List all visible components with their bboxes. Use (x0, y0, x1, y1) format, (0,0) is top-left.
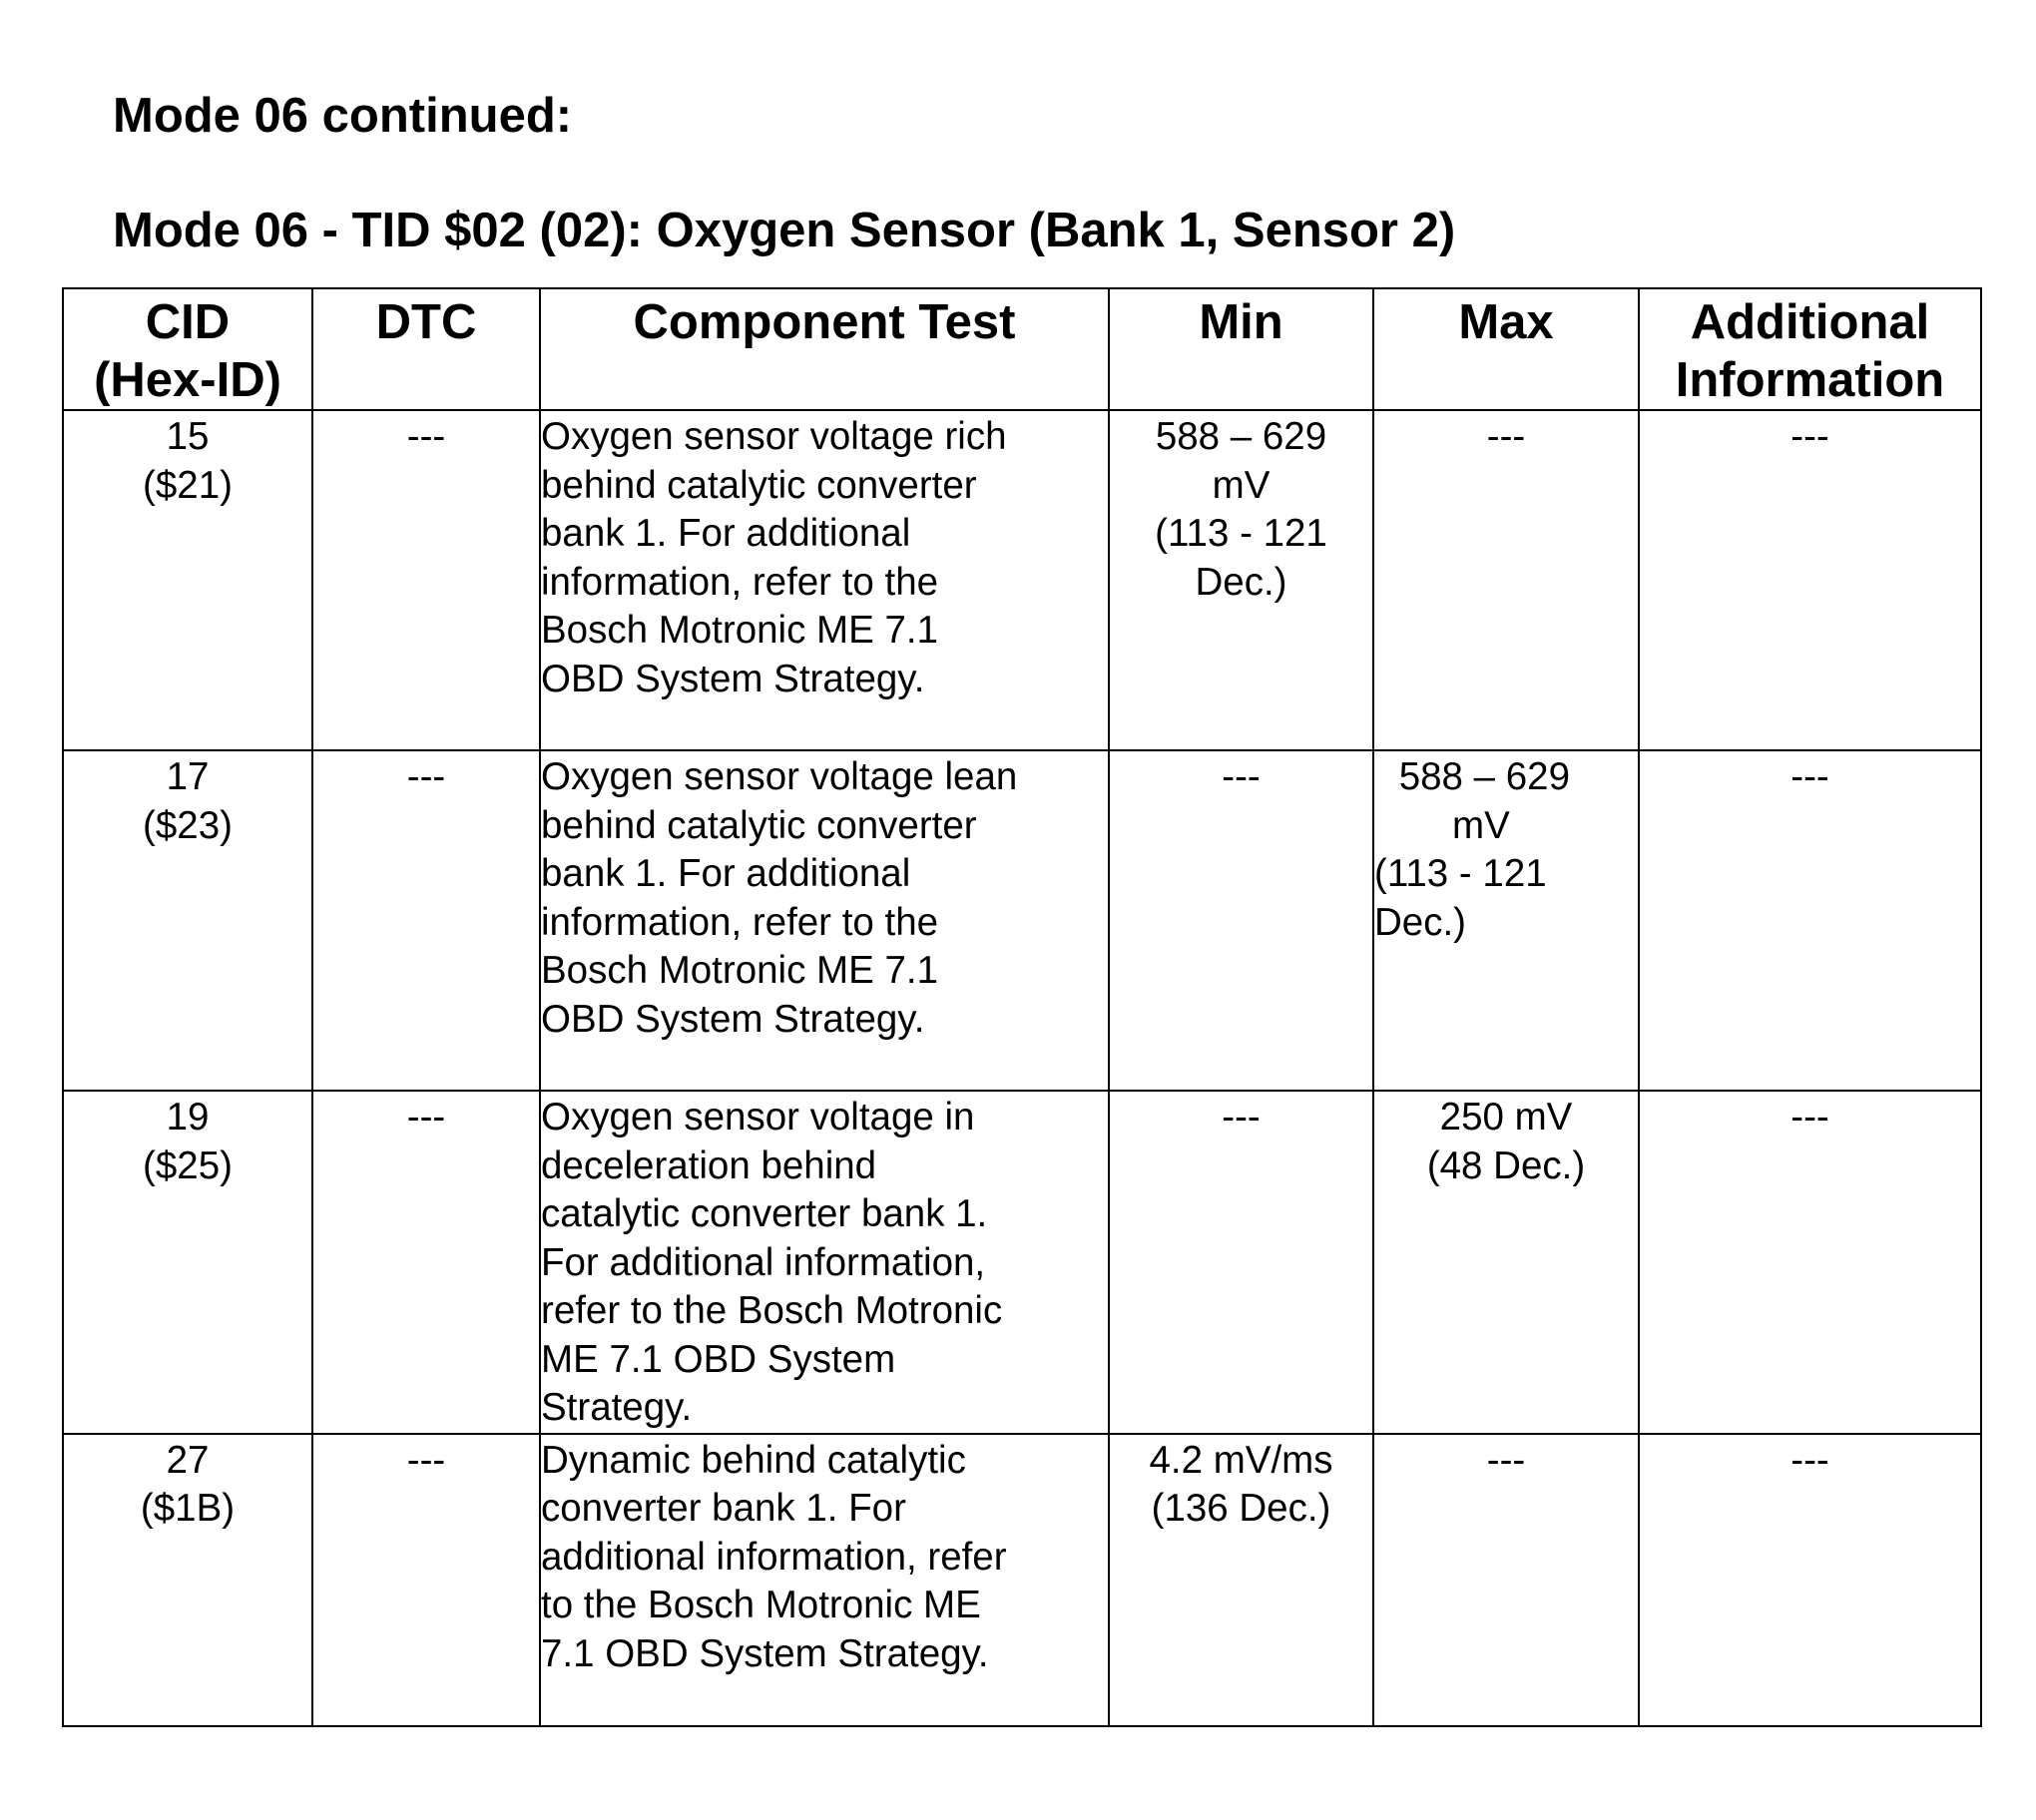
max-cell: --- (1373, 410, 1639, 750)
dtc-cell: --- (312, 1091, 540, 1434)
table-title: Mode 06 - TID $02 (02): Oxygen Sensor (Bank 1, Sensor 2) (113, 204, 1456, 257)
dtc-cell: --- (312, 410, 540, 750)
dtc-cell: --- (312, 1434, 540, 1726)
cid-cell: 19 ($25) (63, 1091, 312, 1434)
component-test-cell: Dynamic behind catalytic converter bank 1. For additional information, refer to the Bosch Motronic ME 7.1 OBD System Strategy. (540, 1434, 1109, 1726)
table-row (63, 1091, 1981, 1434)
cid-cell: 15 ($21) (63, 410, 312, 750)
additional-info-cell: --- (1639, 410, 1981, 750)
additional-info-cell: --- (1639, 1091, 1981, 1434)
component-test-cell: Oxygen sensor voltage lean behind catalytic converter bank 1. For additional information, refer to the Bosch Motronic ME 7.1 OBD System Strategy. (540, 750, 1109, 1091)
max-cell: --- (1373, 1434, 1639, 1726)
mode06-table (62, 287, 1982, 1727)
min-cell: 4.2 mV/ms (136 Dec.) (1109, 1434, 1373, 1726)
min-cell: --- (1109, 1091, 1373, 1434)
cid-cell: 27 ($1B) (63, 1434, 312, 1726)
min-cell: --- (1109, 750, 1373, 1091)
header-max: Max (1373, 288, 1639, 410)
max-cell: 588 – 629 mV (113 - 121 Dec.) (1373, 750, 1639, 1091)
table-row (63, 750, 1981, 1091)
table-row (63, 1434, 1981, 1726)
dtc-cell: --- (312, 750, 540, 1091)
header-dtc: DTC (312, 288, 540, 410)
header-min: Min (1109, 288, 1373, 410)
header-cid: CID (Hex-ID) (63, 288, 312, 410)
cid-cell: 17 ($23) (63, 750, 312, 1091)
table-row (63, 410, 1981, 750)
min-cell: 588 – 629 mV (113 - 121 Dec.) (1109, 410, 1373, 750)
table-header-row (63, 288, 1981, 410)
additional-info-cell: --- (1639, 1434, 1981, 1726)
component-test-cell: Oxygen sensor voltage in deceleration behind catalytic converter bank 1. For additional information, refer to the Bosch Motronic ME 7.1 OBD System Strategy. (540, 1091, 1109, 1434)
header-additional-information: Additional Information (1639, 288, 1981, 410)
header-component-test: Component Test (540, 288, 1109, 410)
component-test-cell: Oxygen sensor voltage rich behind catalytic converter bank 1. For additional information, refer to the Bosch Motronic ME 7.1 OBD System Strategy. (540, 410, 1109, 750)
section-heading-continued: Mode 06 continued: (113, 89, 573, 143)
additional-info-cell: --- (1639, 750, 1981, 1091)
max-cell: 250 mV (48 Dec.) (1373, 1091, 1639, 1434)
